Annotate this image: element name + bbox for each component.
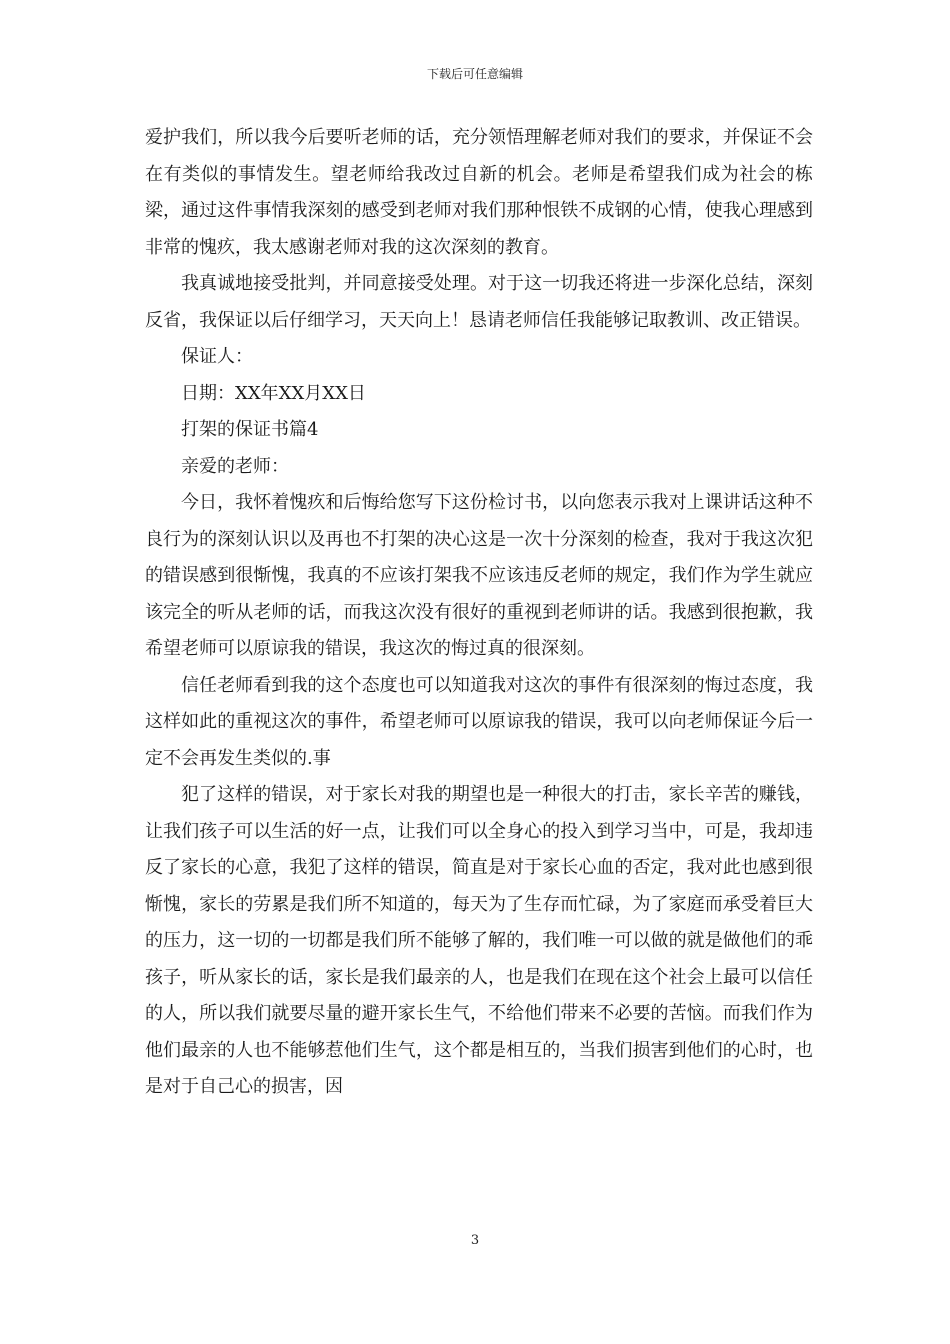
page-header: 下载后可任意编辑 <box>426 67 523 81</box>
paragraph-4: 信任老师看到我的这个态度也可以知道我对这次的事件有很深刻的悔过态度，我这样如此的重视这次的事件，希望老师可以原谅我的错误，我可以向老师保证今后一定不会再发生类似的.事 <box>145 674 813 769</box>
guarantor-line: 保证人： <box>181 346 253 367</box>
paragraph-5: 犯了这样的错误，对于家长对我的期望也是一种很大的打击，家长辛苦的赚钱，让我们孩子可以生活的好一点，让我们可以全身心的投入到学习当中，可是，我却违反了家长的心意，我犯了这样的错误，简直是对于家长心血的否定，我对此也感到很惭愧，家长的劳累是我们所不知道的，每天为了生存而忙碌，为了家庭而承受着巨大的压力，这一切的一切都是我们所不能够了解的，我们唯一可以做的就是做他们的乖孩子，听从家长的话，家长是我们最亲的人，也是我们在现在这个社会上最可以信任的人，所以我们就要尽量的避开家长生气，不给他们带来不必要的苦恼。而我们作为他们最亲的人也不能够惹他们生气，这个都是相互的，当我们损害到他们的心时，也是对于自己心的损害，因 <box>145 784 813 1097</box>
document-body <box>145 120 813 1106</box>
salutation: 亲爱的老师： <box>181 455 289 477</box>
date-line: 日期：XX年XX月XX日 <box>181 382 366 404</box>
paragraph-2: 我真诚地接受批判，并同意接受处理。对于这一切我还将进一步深化总结，深刻反省，我保证以后仔细学习，天天向上！恳请老师信任我能够记取教训、改正错误。 <box>145 273 813 331</box>
paragraph-3: 今日，我怀着愧疚和后悔给您写下这份检讨书，以向您表示我对上课讲话这种不良行为的深刻认识以及再也不打架的决心这是一次十分深刻的检查，我对于我这次犯的错误感到很惭愧，我真的不应该打架我不应该违反老师的规定，我们作为学生就应该完全的听从老师的话，而我这次没有很好的重视到老师讲的话。我感到很抱歉，我希望老师可以原谅我的错误，我这次的悔过真的很深刻。 <box>145 492 813 659</box>
page-number: 3 <box>470 1233 480 1248</box>
paragraph-1: 爱护我们，所以我今后要听老师的话，充分领悟理解老师对我们的要求，并保证不会在有类似的事情发生。望老师给我改过自新的机会。老师是希望我们成为社会的栋梁，通过这件事情我深刻的感受到老师对我们那种恨铁不成钢的心情，使我心理感到非常的愧疚，我太感谢老师对我的这次深刻的教育。 <box>145 127 813 258</box>
section-title: 打架的保证书篇4 <box>181 419 319 440</box>
